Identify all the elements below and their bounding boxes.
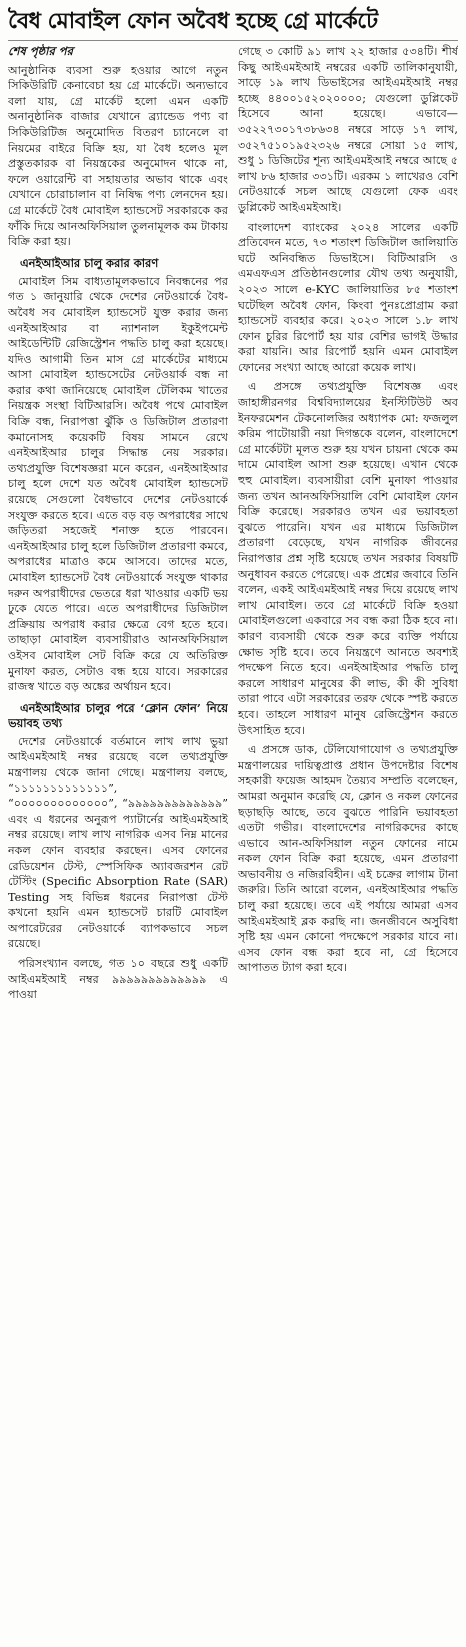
section-subheading: এনইআইআর চালুর পরে ‘ক্লোন ফোন’ নিয়ে ভয়াবহ তথ্য — [8, 700, 228, 730]
continued-label: শেষ পৃষ্ঠার পর — [8, 44, 73, 58]
article-paragraph: গেছে ৩ কোটি ৯১ লাখ ২২ হাজার ৫৩৪টি। শীর্ষ কিছু আইএমইআই নম্বরের একটি তালিকানুযায়ী, সাড়ে ১৯ লাখ ডিভাইসের আইএমইআই নম্বর হচ্ছে ৪৪০০১৫২০২০০০০; যেগুলো ডুপ্লিকেট হিসেবে আনা হয়েছে। এভাবে— ৩৫২২৭৩০১৭৩৮৬৩৪ নম্বরে সাড়ে ১৭ লাখ, ৩৫২৭৫১০১৯৫২৩২৬ নম্বরে সোয়া ১৫ লাখ, শুধু ১ ডিজিটের শূন্য আইএমইআই নম্বরে আছে ৫ লাখ ৮৬ হাজার ৩৩১টি। এরকম ১ লাখেরও বেশি নেটওয়ার্কে সচল আছে যেগুলো ফেক এবং ডুপ্লিকেট আইএমইআই। — [238, 45, 458, 214]
article-paragraph: আনুষ্ঠানিক ব্যবসা শুরু হওয়ার আগে নতুন সিকিউরিটি কেনাবেচা হয় গ্রে মার্কেটে। অন্যভাবে বলা যায়, গ্রে মার্কেট হলো এমন একটি অনানুষ্ঠানিক বাজার যেখানে ব্র্যান্ডেড পণ্য বা সিকিউরিটিজ অনুমোদিত বিতরণ চ্যানেলে বা নিয়মের বাইরে বিক্রি হয়, যা বৈধ হলেও মূল প্রস্তুতকারক বা নিয়ন্ত্রকের অনুমোদন থাকে না, ফলে ওয়ারেন্টি বা সহায়তার অভাব থাকে এবং যেখানে চোরাচালান বা নিষিদ্ধ পণ্য লেনদেন হয়। গ্রে মার্কেটে বৈধ মোবাইল হ্যান্ডসেট সরকারকে কর ফাঁকি দিয়ে আনঅফিসিয়াল তুলনামূলক কম টাকায় বিক্রি করা হয়। — [8, 63, 228, 249]
article-paragraph: বাংলাদেশ ব্যাংকের ২০২৪ সালের একটি প্রতিবেদন মতে, ৭৩ শতাংশ ডিজিটাল জালিয়াতি ঘটে অনিবন্ধিত ডিভাইসে। বিটিআরসি ও এমএফএস প্রতিষ্ঠানগুলোর যৌথ তথ্য অনুযায়ী, ২০২৩ সালে e-KYC জালিয়াতির ৮৫ শতাংশ ঘটেছিল অবৈধ ফোন, কিংবা পুনঃপ্রোগ্রাম করা হ্যান্ডসেট ব্যবহার করে। ২০২৩ সালে ১.৮ লাখ ফোন চুরির রিপোর্ট হয় যার বেশির ভাগই উদ্ধার করা যায়নি। আর রিপোর্ট হয়নি এমন মোবাইল ফোনের সংখ্যা আছে আরো কয়েক লাখ। — [238, 220, 458, 374]
article-paragraph: এ প্রসঙ্গে ডাক, টেলিযোগাযোগ ও তথ্যপ্রযুক্তি মন্ত্রণালয়ের দায়িত্বপ্রাপ্ত প্রধান উপদেষ্টার বিশেষ সহকারী ফয়েজ আহমদ তৈয়্যব সম্প্রতি বলেছেন, আমরা অনুমান করেছি যে, ক্লোন ও নকল ফোনের ছড়াছড়ি আছে, তবে বুঝতে পারিনি ভয়াবহতা এতটা গভীর। বাংলাদেশের নাগরিকদের কাছে এভাবে আন-অফিসিয়াল নতুন ফোনের নামে নকল ফোন বিক্রি করা হয়েছে, এমন প্রতারণা অভাবনীয় ও নজিরবিহীন। এই চক্রের লাগাম টানা জরুরি। তিনি আরো বলেন, এনইআইআর পদ্ধতি চালু করা হয়েছে। তবে এই পর্যায়ে আমরা এসব আইএমইআই ব্লক করছি না। জনজীবনে অসুবিধা সৃষ্টি হয় এমন কোনো পদক্ষেপে সরকার যাবে না। এসব ফোন বন্ধ করা হবে না, গ্রে হিসেবে আপাতত ট্যাগ করা হবে। — [238, 743, 458, 975]
right-column — [238, 44, 458, 1642]
left-column — [8, 44, 228, 1642]
article-paragraph: এ প্রসঙ্গে তথ্যপ্রযুক্তি বিশেষজ্ঞ এবং জাহাঙ্গীরনগর বিশ্ববিদ্যালয়ের ইনস্টিটিউট অব ইনফরমেশন টেকনোলজির অধ্যাপক মো: ফজলুল করিম পাটোয়ারী নয়া দিগন্তকে বলেন, বাংলাদেশে গ্রে মার্কেটটা মূলত শুরু হয় যখন চায়না থেকে কম দামে মোবাইল আসা শুরু হয়েছে। এখান থেকে হুহু মোবাইল। ব্যবসায়ীরা বেশি মুনাফা পাওয়ার জন্য তখন আনঅফিসিয়ালি বেশি মোবাইল ফোন বিক্রি করেছে। সরকারও তখন এর ভয়াবহতা বুঝতে পারেনি। যখন এর মাধ্যমে ডিজিটাল প্রতারণা বেড়েছে, যখন নাগরিক জীবনের নিরাপত্তার প্রশ্ন সৃষ্টি হয়েছে তখন সরকার বিষয়টি অনুধাবন করতে পেরেছে। এক প্রশ্নের জবাবে তিনি বলেন, একই আইএমইআই নম্বর দিয়ে রয়েছে লাখ লাখ মোবাইল। তবে গ্রে মার্কেটে বিক্রি হওয়া মোবাইলগুলো একবারে সব বন্ধ করা ঠিক হবে না। কারণ ব্যবসায়ী থেকে শুরু করে ব্যক্তি পর্যায়ে ক্ষোভ সৃষ্টি হবে। তবে নিয়ন্ত্রণে আনতে অবশ্যই পদক্ষেপ নিতে হবে। এনইআইআর পদ্ধতি চালু করলে সাধারণ মানুষের কী লাভ, কী কী সুবিধা তারা পাবে এটা সরকারের তরফ থেকে স্পষ্ট করতে হবে। তাহলে সাধারণ মানুষ রেজিস্ট্রেশন করতে উৎসাহিত হবে। — [238, 380, 458, 737]
article-body — [8, 44, 458, 1642]
article-paragraph: মোবাইল সিম বাধ্যতামূলকভাবে নিবন্ধনের পর গত ১ জানুয়ারি থেকে দেশের নেটওয়ার্কে বৈধ-অবৈধ সব মোবাইল হ্যান্ডসেট যুক্ত করার জন্য এনইআইআর বা ন্যাশনাল ইকুইপমেন্ট আইডেন্টিটি রেজিস্ট্রেশন পদ্ধতি চালু করা হয়েছে। যদিও আগামী তিন মাস গ্রে মার্কেটের মাধ্যমে আসা মোবাইল হ্যান্ডসেটের নেটওয়ার্ক বন্ধ না করার কথা জানিয়েছে মোবাইল টেলিকম খাতের নিয়ন্ত্রক সংস্থা বিটিআরসি। অবৈধ পথে মোবাইল বিক্রি বন্ধ, নিরাপত্তা ঝুঁকি ও ডিজিটাল প্রতারণা কমানোসহ কয়েকটি বিষয় সামনে রেখে এনইআইআর চালুর সিদ্ধান্ত নেয় সরকার। তথ্যপ্রযুক্তি বিশেষজ্ঞরা মনে করেন, এনইআইআর চালু হলে দেশে যত অবৈধ মোবাইল হ্যান্ডসেট রয়েছে সেগুলো বৈধভাবে দেশের নেটওয়ার্কে সংযুক্ত করতে হবে। এতে বড় বড় অপরাধের সাথে জড়িতরা সহজেই শনাক্ত হতে পারবেন। এনইআইআর চালু হলে ডিজিটাল প্রতারণা কমবে, অপরাধের মাত্রাও কমে আসবে। তাদের মতে, মোবাইল হ্যান্ডসেট বৈধ নেটওয়ার্কে সংযুক্ত থাকার দরুন অপরাধীদের ভেতরে ধরা খাওয়ার একটি ভয় ঢুকে যেতে পারে। এতে অপরাধীদের ডিজিটাল প্রক্রিয়ায় অপরাধ করার ক্ষেত্রে বেগ হতে হবে। তাছাড়া মোবাইল ব্যবসায়ীরাও আনঅফিসিয়াল ওইসব মোবাইল সেট বিক্রি করে যে অতিরিক্ত মুনাফা করত, সেটাও বন্ধ হয়ে যাবে। সরকারের রাজস্ব খাতে বড় অঙ্কের অর্থায়ন হবে। — [8, 274, 228, 694]
article-paragraph: দেশের নেটওয়ার্কে বর্তমানে লাখ লাখ ভুয়া আইএমইআই নম্বর রয়েছে বলে তথ্যপ্রযুক্তি মন্ত্রণালয় থেকে জানা গেছে। মন্ত্রণালয় বলছে, “১১১১১১১১১১১১১”, “০০০০০০০০০০০০০”, “৯৯৯৯৯৯৯৯৯৯৯৯৯” এবং এ ধরনের অনুরূপ প্যাটার্নের আইএমইআই নম্বর রয়েছে। লাখ লাখ নাগরিক এসব নিম্ন মানের নকল ফোন ব্যবহার করছেন। এসব ফোনের রেডিয়েশন টেস্ট, স্পেসিফিক অ্যাবজরশন রেট টেস্টিং (Specific Absorption Rate (SAR) Testing সহ বিভিন্ন ধরনের নিরাপত্তা টেস্ট কখনো হয়নি এমন হ্যান্ডসেট চারটি মোবাইল অপারেটরের নেটওয়ার্কে ব্যাপকভাবে সচল রয়েছে। — [8, 734, 228, 951]
section-subheading: এনইআইআর চালু করার কারণ — [20, 255, 159, 270]
article-paragraph: পরিসংখ্যান বলছে, গত ১০ বছরে শুধু একটি আইএমইআই নম্বর ৯৯৯৯৯৯৯৯৯৯৯৯৯ এ পাওয়া — [8, 957, 228, 1002]
article-headline: বৈধ মোবাইল ফোন অবৈধ হচ্ছে গ্রে মার্কেটে — [8, 6, 458, 41]
